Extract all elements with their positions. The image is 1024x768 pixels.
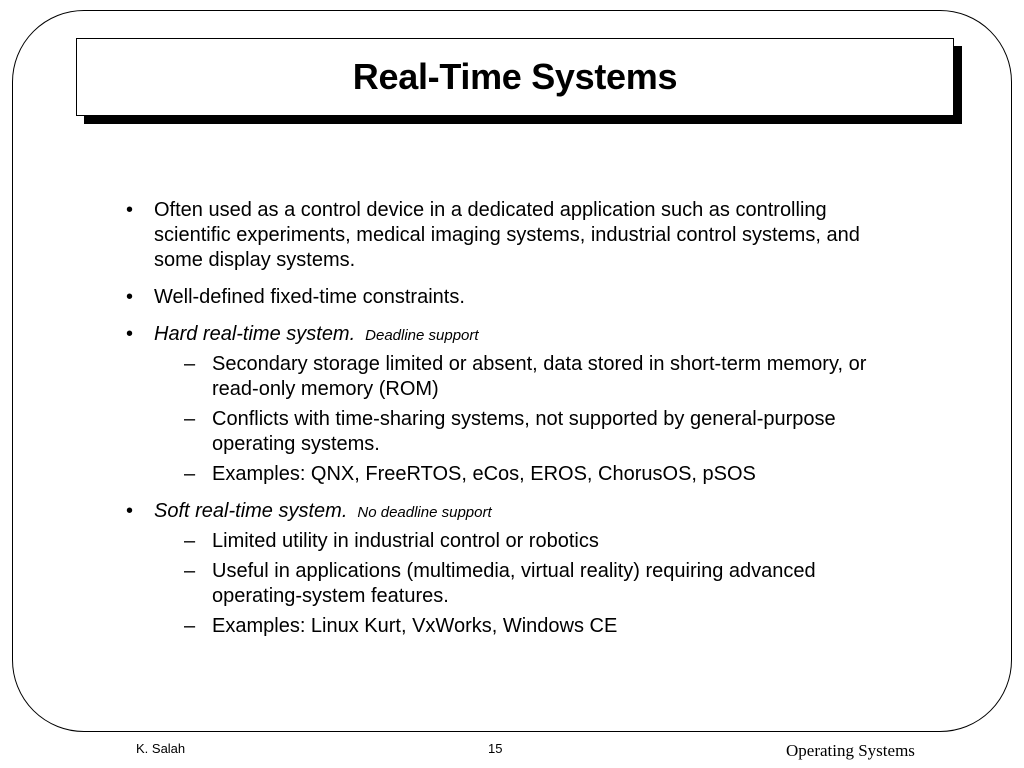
bullet-note: Deadline support: [365, 327, 479, 344]
footer-author: K. Salah: [136, 741, 186, 756]
dash-icon: –: [184, 353, 196, 375]
bullet-item: [124, 198, 884, 273]
sub-item: [154, 614, 884, 639]
footer-course: Operating Systems: [786, 741, 915, 760]
sub-item: [154, 407, 884, 457]
bullet-dot-icon: •: [126, 286, 134, 308]
bullet-note: No deadline support: [357, 504, 492, 521]
sub-text: Examples: Linux Kurt, VxWorks, Windows CE: [212, 615, 618, 637]
sub-list: [154, 529, 884, 639]
bullet-text: Soft real-time system.: [154, 500, 348, 522]
sub-item: [154, 529, 884, 554]
sub-text: Secondary storage limited or absent, data stored in short-term memory, or read-only memory (ROM): [212, 353, 867, 400]
sub-list: [154, 352, 884, 487]
bullet-text: Hard real-time system.: [154, 323, 356, 345]
bullet-dot-icon: •: [126, 199, 134, 221]
sub-text: Examples: QNX, FreeRTOS, eCos, EROS, ChorusOS, pSOS: [212, 463, 756, 485]
sub-text: Useful in applications (multimedia, virtual reality) requiring advanced operating-system features.: [212, 560, 816, 607]
sub-text: Conflicts with time-sharing systems, not supported by general-purpose operating systems.: [212, 408, 836, 455]
sub-item: [154, 559, 884, 609]
sub-text: Limited utility in industrial control or robotics: [212, 530, 599, 552]
sub-item: [154, 352, 884, 402]
bullet-text: Often used as a control device in a dedicated application such as controlling scientific experiments, medical imaging systems, industrial control systems, and some display systems.: [154, 199, 860, 271]
dash-icon: –: [184, 560, 196, 582]
footer-page-number: 15: [488, 741, 503, 756]
bullet-item: [124, 322, 884, 487]
bullet-item: [124, 499, 884, 639]
dash-icon: –: [184, 615, 196, 637]
bullet-item: [124, 285, 884, 310]
bullet-dot-icon: •: [126, 500, 134, 522]
sub-item: [154, 462, 884, 487]
slide-content: [124, 198, 884, 651]
dash-icon: –: [184, 463, 196, 485]
slide-title: Real-Time Systems: [352, 56, 678, 97]
dash-icon: –: [184, 408, 196, 430]
title-box: [76, 38, 954, 116]
bullet-text: Well-defined fixed-time constraints.: [154, 286, 465, 308]
dash-icon: –: [184, 530, 196, 552]
bullet-dot-icon: •: [126, 323, 134, 345]
